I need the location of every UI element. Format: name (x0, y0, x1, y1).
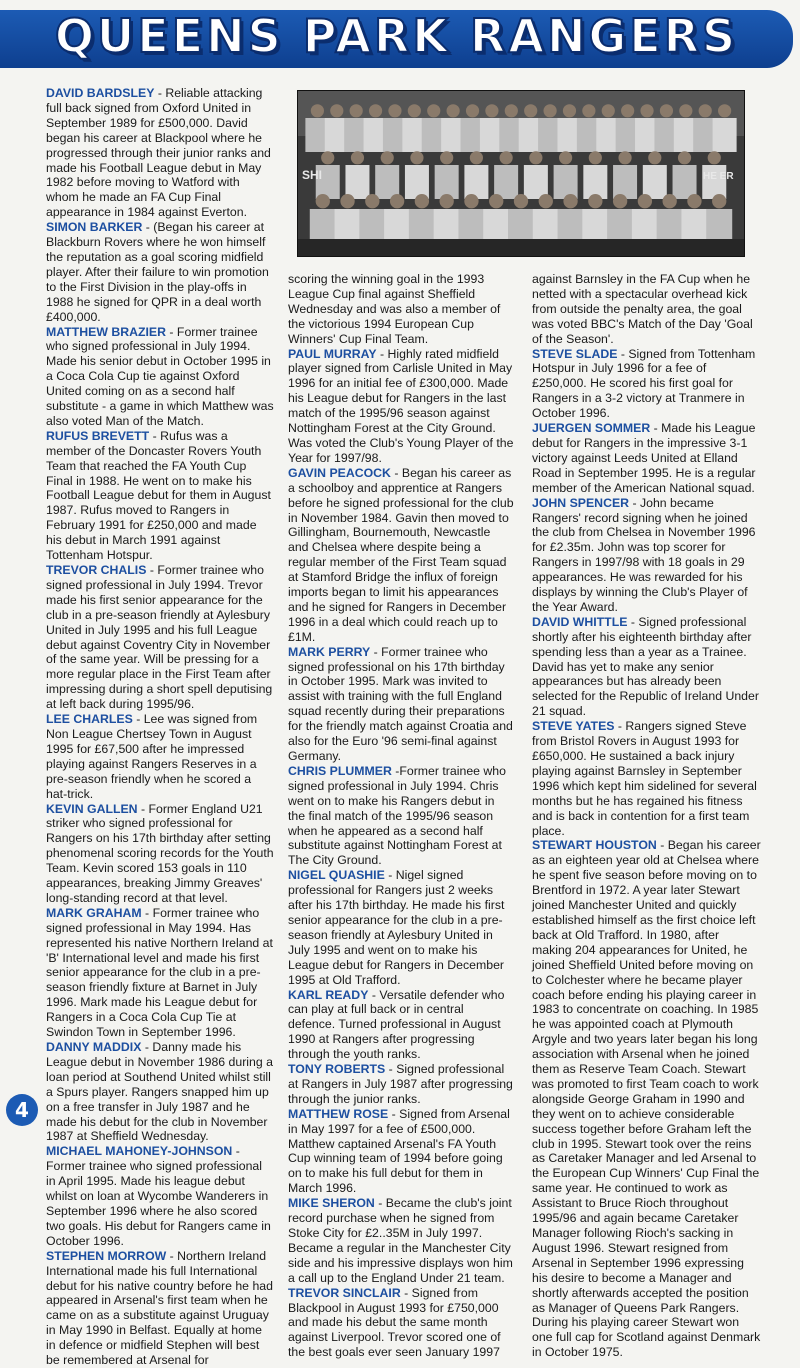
player-bio: - Danny made his League debut in November 1986 during a loan period at Southend United whilst still a Spurs player. Rangers snapped him up on a free transfer in July 1987 and he made his debut for the club in November 1987 at Sheffield Wednesday. (46, 1040, 273, 1144)
player-name: STEWART HOUSTON (532, 838, 657, 853)
player-figure (464, 165, 488, 199)
player-head (500, 151, 513, 164)
player-name: TREVOR SINCLAIR (288, 1285, 401, 1300)
player-bio: - Highly rated midfield player signed from Carlisle United in May 1996 for an initial fee of £300,000. Made his League debut for Rangers in the last match of the 1995/96 season against Nottingham Forest at the City Ground. Was voted the Club's Young Player of the Year for 1997/98. (288, 346, 514, 465)
player-profile (288, 988, 514, 1063)
player-figure (458, 209, 484, 243)
player-head (663, 194, 677, 208)
player-figure (533, 209, 559, 243)
player-figure (405, 165, 429, 199)
team-photo-image (298, 91, 744, 256)
player-head (718, 104, 731, 117)
player-figure (657, 209, 683, 243)
player-head (621, 104, 634, 117)
player-head (321, 151, 334, 164)
player-figure (613, 165, 637, 199)
player-profile (46, 1144, 274, 1248)
player-head (699, 104, 712, 117)
photo-sign-text: SHI (302, 168, 323, 182)
player-name: RUFUS BREVETT (46, 428, 150, 443)
player-bio: - Began his career as an eighteen year old at Chelsea where he spent five season before moving on to Brentford in 1972. A year later Stewart joined Manchester United and quickly established himself as the first choice left back at Old Trafford. In 1980, after making 204 appearances for United, he joined Sheffield United before moving on to Colchester where he became player coach before ending his playing career in 1983 to concentrate on coaching. In 1985 he was appointed coach at Plymouth Argyle and two years later began his long association with Arsenal when he joined them as Reserve Team Coach. Stewart was promoted to first Team coach to work alongside George Graham in 1990 and they went on to achieve considerable success together before Graham left the club in 1995. Stewart took over the reins as Caretaker Manager and led Arsenal to the European Cup Winners' Cup Final the same year. He continued to work as Assistant to Bruce Rioch throughout 1995/96 and again became Caretaker Manager following Rioch's sacking in August 1996. Stewart resigned from Arsenal in September 1996 expressing his desire to become a Manager and shortly afterwards accepted the position as Manager of Queens Park Rangers. During his playing career Stewart won one full cap for Scotland against Denmark in October 1975. (532, 838, 761, 1360)
player-bio: -Former trainee who signed professional in July 1994. Chris went on to make his Rangers debut in the final match of the 1995/96 season when he appeared as a second half substitute against Nottingham Forest at The City Ground. (288, 763, 506, 868)
player-bio: - Rufus was a member of the Doncaster Rovers Youth Team that reached the FA Youth Cup Final in 1988. He went on to make his Football League debut for them in August 1987. Rufus moved to Rangers in February 1991 for £250,000 and made his debut in March 1991 against Tottenham Hotspur. (46, 428, 271, 563)
player-name: PAUL MURRAY (288, 346, 377, 361)
player-bio: against Barnsley in the FA Cup when he netted with a spectacular overhead kick from outside the penalty area, the goal was voted BBC's Match of the Day 'Goal of the Season'. (532, 272, 753, 346)
player-profile (532, 347, 762, 422)
player-profile (288, 1107, 514, 1196)
player-figure (508, 209, 534, 243)
player-name: CHRIS PLUMMER (288, 763, 392, 778)
player-profile (532, 421, 762, 496)
player-bio: - (Began his career at Blackburn Rovers where he won himself the reputation as a goal scoring midfield player. After their failure to win promotion to the First Division in the play-offs in 1988 he signed for QPR in a deal worth £400,000. (46, 220, 269, 324)
player-head (543, 104, 556, 117)
player-bio: - Signed from Blackpool in August 1993 for £750,000 and made his debut the same month against Liverpool. Trevor scored one of the best goals ever seen January 1997 (288, 1285, 501, 1360)
player-head (489, 194, 503, 208)
player-figure (435, 165, 459, 199)
player-head (316, 194, 330, 208)
player-head (660, 104, 673, 117)
player-bio: - Former England U21 striker who signed professional for Rangers on his 17th birthday after setting phenomenal scoring records for the Youth Team. Kevin scored 153 goals in 110 appearances, breaking Jimmy Greaves' long-standing record at that level. (46, 801, 274, 905)
player-bio: - Former trainee who signed professional in July 1994. Made his senior debut in October 1995 in a Coca Cola Cup tie against Oxford United coming on as a second half substitute - a game in which Matthew was also voted Man of the Match. (46, 324, 274, 428)
player-profile (532, 496, 762, 615)
player-head (524, 104, 537, 117)
player-head (613, 194, 627, 208)
player-bio: - Northern Ireland International made his full International debut for his native country before he had appeared in Arsenal's first team when he came on as a substitute against Uruguay in May 1990 in Belfast. Equally at home in defence or midfield Stephen will best be remembered at Arsenal for (46, 1248, 273, 1368)
player-profile (288, 347, 514, 466)
player-bio: - Nigel signed professional for Rangers just 2 weeks after his 17th birthday. He made his first senior appearance for the club in a pre-season friendly at Aylesbury United in July 1995 and went on to make his League debut for Rangers in December 1995 at Old Trafford. (288, 868, 505, 987)
player-head (563, 104, 576, 117)
player-bio: - Former trainee who signed professional in July 1994. Trevor made his first senior appearance for the club in a pre-season friendly at Aylesbury United in July 1995 and his full League debut against Coventry City in November of the same year. Will be pressing for a more regular place in the First Team after impressing during a short spell deputising at left back during 1995/96. (46, 563, 273, 712)
player-name: KARL READY (288, 987, 369, 1002)
player-head (350, 104, 363, 117)
player-name: DANNY MADDIX (46, 1040, 142, 1054)
player-name: NIGEL QUASHIE (288, 868, 385, 883)
player-figure (583, 165, 607, 199)
player-profile (532, 838, 762, 1360)
player-profile (46, 86, 274, 220)
player-profile (532, 719, 762, 838)
player-head (311, 104, 324, 117)
player-head (390, 194, 404, 208)
player-name: TREVOR CHALIS (46, 563, 147, 577)
player-profile (46, 563, 274, 712)
player-profile (46, 802, 274, 906)
player-figure (554, 165, 578, 199)
player-profile (46, 712, 274, 801)
player-figure (409, 209, 435, 243)
player-profile (532, 272, 762, 347)
player-figure (673, 165, 697, 199)
player-profile (288, 1062, 514, 1107)
player-name: DAVID WHITTLE (532, 614, 628, 629)
player-figure (345, 165, 369, 199)
player-figure (706, 209, 732, 243)
player-name: MARK PERRY (288, 644, 371, 659)
player-head (687, 194, 701, 208)
player-head (679, 104, 692, 117)
player-head (330, 104, 343, 117)
player-head (640, 104, 653, 117)
player-figure (310, 209, 336, 243)
player-profile (288, 466, 514, 645)
player-profile (46, 1249, 274, 1368)
player-bio: - Lee was signed from Non League Chertsey Town in August 1995 for £67,500 after he impressed playing against Rangers Reserves in a pre-season friendly when he scored a hat-trick. (46, 712, 258, 801)
player-name: STEPHEN MORROW (46, 1248, 167, 1263)
player-profile (46, 220, 274, 324)
player-bio: - Versatile defender who can play at full back or in central defence. Turned professional in August 1990 at Rangers after progressing through the youth ranks. (288, 987, 505, 1062)
player-head (470, 151, 483, 164)
player-figure (632, 209, 658, 243)
player-head (618, 151, 631, 164)
player-profile (288, 868, 514, 987)
player-figure (582, 209, 608, 243)
player-name: MARK GRAHAM (46, 905, 142, 920)
player-figure (434, 209, 460, 243)
player-name: MATTHEW BRAZIER (46, 324, 166, 339)
player-head (582, 104, 595, 117)
player-figure (643, 165, 667, 199)
player-head (415, 194, 429, 208)
column-3 (532, 272, 762, 1360)
player-figure (335, 209, 361, 243)
player-bio: - Former trainee who signed professional on his 17th birthday in October 1995. Mark was invited to assist with training with the full England squad recently during their preparations for the friendly match against Croatia and also for the Euro '96 semi-final against Germany. (288, 644, 513, 763)
photo-sign-text-2: HE ER (703, 171, 734, 182)
player-bio: - Former trainee who signed professional in May 1994. Has represented his native Northern Ireland at 'B' International level and made his first senior appearance for the club in a pre-season friendly fixture at Barnet in July 1996. Mark made his League debut for Rangers in a Coca Cola Cup Tie at Swindon Town in September 1996. (46, 905, 273, 1040)
player-figure (359, 209, 385, 243)
player-figure (375, 165, 399, 199)
column-2 (288, 272, 514, 1360)
player-name: KEVIN GALLEN (46, 801, 138, 816)
player-name: DAVID BARDSLEY (46, 86, 155, 100)
player-head (388, 104, 401, 117)
player-head (559, 151, 572, 164)
player-head (340, 194, 354, 208)
player-name: MATTHEW ROSE (288, 1106, 389, 1121)
player-profile (288, 764, 514, 868)
page-title: QUEENS PARK RANGERS (54, 9, 739, 63)
player-figure (681, 209, 707, 243)
header-banner (0, 0, 800, 82)
player-head (514, 194, 528, 208)
player-profile (46, 906, 274, 1040)
player-head (365, 194, 379, 208)
player-head (427, 104, 440, 117)
player-profile (532, 615, 762, 719)
player-profile (46, 429, 274, 563)
player-name: STEVE YATES (532, 719, 615, 734)
player-bio: - Signed from Arsenal in May 1997 for a fee of £500,000. Matthew captained Arsenal's FA Youth Cup winning team of 1994 before going on to make his full debut for them in March 1996. (288, 1106, 510, 1196)
player-bio: - Became the club's joint record purchase when he signed from Stoke City for £2..35M in July 1997. Became a regular in the Manchester City side and his impressive displays won him a call up to the England Under 21 team. (288, 1196, 513, 1285)
player-head (648, 151, 661, 164)
team-photo (297, 90, 745, 257)
player-name: JUERGEN SOMMER (532, 421, 651, 436)
player-head (440, 151, 453, 164)
player-head (678, 151, 691, 164)
player-head (529, 151, 542, 164)
player-figure (558, 209, 584, 243)
player-name: SIMON BARKER (46, 220, 143, 235)
player-bio: - Rangers signed Steve from Bristol Rovers in August 1993 for £650,000. He sustained a back injury playing against Barnsley in September 1996 which kept him sidelined for several months but he has regained his fitness and is back in contention for a first team place. (532, 719, 757, 838)
player-figure (384, 209, 410, 243)
player-bio: - Signed from Tottenham Hotspur in July 1996 for a fee of £250,000. He scored his first goal for Rangers in a 3-2 victory at Tranmere in October 1996. (532, 346, 756, 421)
player-figure (494, 165, 518, 199)
player-profile (288, 1286, 514, 1361)
player-head (466, 104, 479, 117)
player-name: MIKE SHERON (288, 1196, 375, 1211)
player-head (447, 104, 460, 117)
player-bio: - Reliable attacking full back signed from Oxford United in September 1989 for £500,000. David began his career at Blackpool where he progressed through their junior ranks and made his Football League debut in May 1982 before moving to Watford with whom he made an FA Cup Final appearance in 1984 against Everton. (46, 86, 271, 220)
player-head (485, 104, 498, 117)
player-name: MICHAEL MAHONEY-JOHNSON (46, 1144, 233, 1159)
player-head (712, 194, 726, 208)
player-bio: - Signed professional at Rangers in July 1987 after progressing through the junior ranks. (288, 1062, 513, 1106)
player-head (602, 104, 615, 117)
player-profile (288, 272, 514, 347)
player-profile (288, 1196, 514, 1285)
player-head (589, 151, 602, 164)
player-head (369, 104, 382, 117)
page-number: 4 (6, 1094, 38, 1126)
player-name: STEVE SLADE (532, 346, 618, 361)
player-name: GAVIN PEACOCK (288, 465, 391, 480)
player-figure (607, 209, 633, 243)
player-bio: - Former trainee who signed professional in April 1995. Made his league debut whilst on loan at Wycombe Wanderers in September 1996 where he also scored two goals. His debut for Rangers came in October 1996. (46, 1144, 271, 1248)
player-figure (713, 118, 737, 152)
player-profile (46, 1040, 274, 1144)
player-name: LEE CHARLES (46, 712, 133, 727)
player-bio: - John became Rangers' record signing when he joined the club from Chelsea in November 1996 for £2.35m. John was top scorer for Rangers in 1997/98 with 18 goals in 29 appearances. He was rewarded for his displays by winning the Club's Player of the Year Award. (532, 495, 756, 614)
column-1 (46, 86, 274, 1368)
player-bio: - Signed professional shortly after his eighteenth birthday after spending less than a year as a Trainee. David has yet to make any senior appearances but has already been selected for the Republic of Ireland Under 21 squad. (532, 614, 759, 719)
player-head (505, 104, 518, 117)
player-head (588, 194, 602, 208)
player-head (381, 151, 394, 164)
player-bio: - Began his career as a schoolboy and apprentice at Rangers before he signed professional for the club in November 1984. Gavin then moved to Gillingham, Bournemouth, Newcastle and Chelsea where despite being a regular member of the First Team squad at Stamford Bridge the influx of foreign imports began to limit his appearances and he signed for Rangers in December 1996 in a deal which could reach up to £1M. (288, 465, 514, 644)
player-name: TONY ROBERTS (288, 1062, 386, 1077)
player-head (408, 104, 421, 117)
player-profile (46, 325, 274, 429)
player-bio: - Made his League debut for Rangers in the impressive 3-1 victory against Leeds United at Elland Road in September 1995. He is a regular member of the American National squad. (532, 421, 756, 495)
player-head (539, 194, 553, 208)
player-figure (483, 209, 509, 243)
player-profile (288, 645, 514, 764)
player-head (440, 194, 454, 208)
player-head (563, 194, 577, 208)
player-name: JOHN SPENCER (532, 495, 630, 510)
player-head (464, 194, 478, 208)
player-head (638, 194, 652, 208)
player-head (410, 151, 423, 164)
player-bio: scoring the winning goal in the 1993 League Cup final against Sheffield Wednesday and was also a member of the victorious 1994 European Cup Winners' Cup Final Team. (288, 272, 501, 346)
player-head (351, 151, 364, 164)
player-figure (524, 165, 548, 199)
player-head (708, 151, 721, 164)
